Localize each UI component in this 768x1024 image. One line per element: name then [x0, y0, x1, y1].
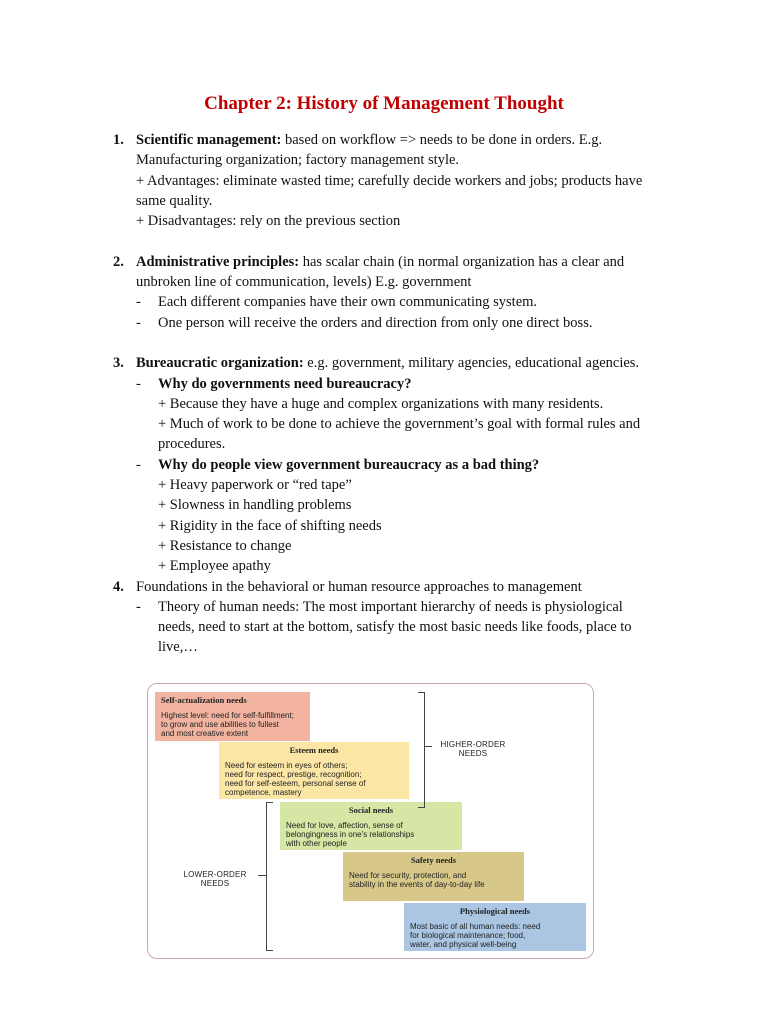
- list-item: + Slowness in handling problems: [158, 497, 352, 514]
- section-heading: Bureaucratic organization:: [136, 355, 304, 372]
- lower-order-bracket: [266, 802, 273, 951]
- document-body: [113, 130, 673, 658]
- dash-item: - One person will receive the orders and direction from only one direct boss.: [136, 314, 593, 331]
- list-item: + Employee apathy: [158, 558, 271, 575]
- list-item: + Heavy paperwork or “red tape”: [158, 477, 352, 494]
- section-heading: Administrative principles:: [136, 253, 300, 270]
- needs-hierarchy-figure: [147, 683, 594, 959]
- list-item: + Much of work to be done to achieve the government’s goal with formal rules and: [158, 416, 641, 433]
- list-item: + Rigidity in the face of shifting needs: [158, 517, 382, 534]
- esteem-box: Esteem needs Need for esteem in eyes of others; need for respect, prestige, recognition; need for self-esteem, personal sense of competence, mastery: [219, 742, 409, 799]
- section-3: 3. Bureaucratic organization: e.g. government, military agencies, educational agencies. - Why do governments need bureaucracy? + Because they have a huge and complex organizations with many residents. + Much of work to be done to achieve the government’s goal with formal rules and procedures. - Why do people view government bureaucracy as a bad thing? + Heavy paperwork or “red tape” + Slowness in handling problems + Rigidity in the face of shifting needs + Resistance to change + Employee apathy: [113, 353, 673, 576]
- question-1: - Why do governments need bureaucracy?: [136, 375, 412, 392]
- section-number: 3.: [113, 355, 124, 372]
- lower-order-label: LOWER-ORDER NEEDS: [183, 870, 247, 888]
- section-number: 1.: [113, 132, 124, 148]
- list-item: + Because they have a huge and complex organizations with many residents.: [158, 395, 604, 412]
- section-heading: Scientific management:: [136, 132, 282, 148]
- social-box: Social needs Need for love, affection, sense of belongingness in one's relationships with other people: [280, 802, 462, 850]
- self-actualization-box: Self-actualization needs Highest level: need for self-fulfillment; to grow and use abilities to fullest and most creative extent: [155, 692, 310, 741]
- section-1: 1. Scientific management: based on workflow => needs to be done in orders. E.g. Manufacturing organization; factory management style. + Advantages: eliminate wasted time; carefully decide workers and jobs; products have same quality. + Disadvantages: rely on the previous section: [113, 132, 643, 230]
- question-2: - Why do people view government bureaucracy as a bad thing?: [136, 456, 540, 473]
- higher-order-label: HIGHER-ORDER NEEDS: [440, 740, 506, 758]
- safety-box: Safety needs Need for security, protection, and stability in the events of day-to-day life: [343, 852, 524, 901]
- dash-item: - Theory of human needs: The most important hierarchy of needs is physiological: [136, 598, 623, 615]
- section-4: 4. Foundations in the behavioral or human resource approaches to management - Theory of human needs: The most important hierarchy of needs is physiological needs, need to start at the bottom, satisfy the most basic needs like foods, place to live,…: [113, 577, 673, 658]
- physiological-box: Physiological needs Most basic of all human needs: need for biological maintenance; food, water, and physical well-being: [404, 903, 586, 951]
- chapter-title: Chapter 2: History of Management Thought: [204, 93, 564, 114]
- list-item: procedures.: [158, 436, 226, 453]
- higher-order-bracket: [418, 692, 425, 808]
- section-2: 2. Administrative principles: has scalar chain (in normal organization has a clear and unbroken line of communication, levels) E.g. government - Each different companies have their own communicating system. - One person will receive the orders and direction from only one direct boss.: [113, 252, 673, 333]
- list-item: + Resistance to change: [158, 537, 292, 554]
- dash-item: - Each different companies have their own communicating system.: [136, 294, 538, 311]
- section-number: 4.: [113, 578, 124, 595]
- bracket-tick: [424, 746, 432, 747]
- section-number: 2.: [113, 253, 124, 270]
